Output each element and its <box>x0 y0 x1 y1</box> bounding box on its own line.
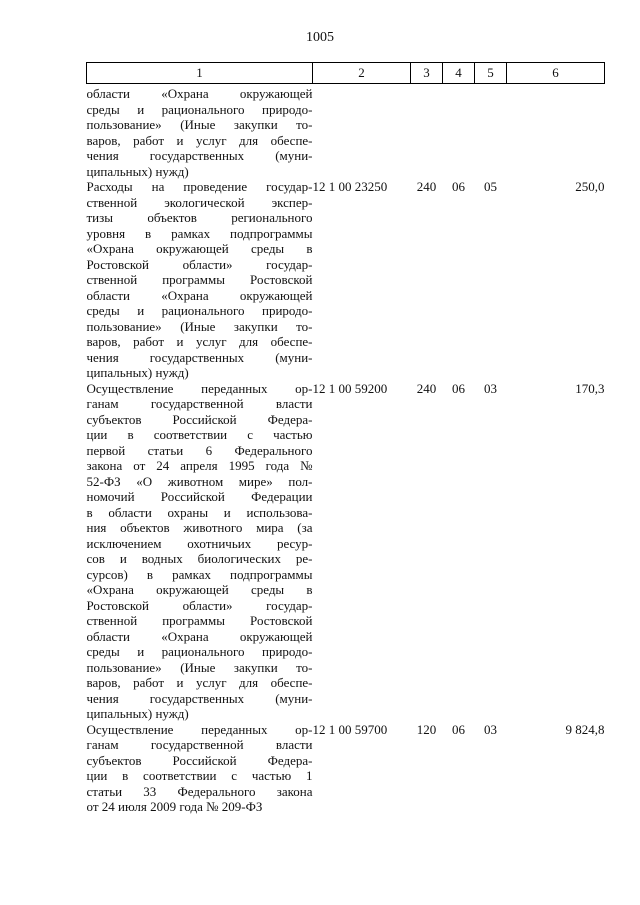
description-line: пользование» (Иные закупки то- <box>86 117 313 132</box>
column-header: 6 <box>507 63 605 84</box>
budget-code: 12 1 00 23250 <box>312 179 388 194</box>
row-description <box>87 381 313 722</box>
description-line: ции в соответствии с частью 1 <box>86 768 313 783</box>
description-line: среды и рационального природо- <box>86 303 313 318</box>
table-row <box>87 722 605 815</box>
description-line: закона от 24 апреля 1995 года № <box>86 458 313 473</box>
description-line: чения государственных (муни- <box>86 148 313 163</box>
description-line: ственной программы Ростовской <box>86 613 313 628</box>
description-line: ганам государственной власти <box>86 737 313 752</box>
column-header: 1 <box>87 63 313 84</box>
table-row <box>87 179 605 381</box>
budget-code: 12 1 00 59700 <box>312 721 388 737</box>
description-line: ственной экологической экспер- <box>86 194 313 210</box>
description-line: области «Охрана окружающей <box>86 287 313 303</box>
column-header: 2 <box>313 63 411 84</box>
description-line: пользование» (Иные закупки то- <box>86 318 313 334</box>
description-line: варов, работ и услуг для обеспе- <box>86 132 313 148</box>
description-line: 52-ФЗ «О животном мире» пол- <box>86 473 313 489</box>
expense-type <box>411 84 443 180</box>
description-line: ния объектов животного мира (за <box>86 520 313 535</box>
description-line: Осуществление переданных ор- <box>86 380 313 396</box>
description-line: чения государственных (муни- <box>86 690 313 706</box>
amount-value: 250,0 <box>575 179 605 194</box>
table-row <box>87 84 605 180</box>
description-line: тизы объектов регионального <box>86 210 313 225</box>
description-line: Ростовской области» государ- <box>86 597 313 613</box>
description-line: среды и рационального природо- <box>86 644 313 659</box>
column-header: 3 <box>411 63 443 84</box>
description-line: ципальных) нужд) <box>86 163 189 179</box>
row-description <box>87 722 313 815</box>
description-line: ципальных) нужд) <box>86 706 189 721</box>
description-line: субъектов Российской Федера- <box>86 752 313 768</box>
budget-table <box>86 62 605 815</box>
subsection-code: 03 <box>484 721 497 737</box>
description-line: Расходы на проведение государ- <box>86 179 313 194</box>
description-line: «Охрана окружающей среды в <box>86 582 313 597</box>
description-line: Осуществление переданных ор- <box>86 721 313 737</box>
section-code: 06 <box>452 721 465 737</box>
row-description <box>87 179 313 381</box>
description-line: области «Охрана окружающей <box>86 628 313 644</box>
description-line: в области охраны и использова- <box>86 504 313 520</box>
description-line: статьи 33 Федерального закона <box>86 783 313 799</box>
amount-value: 9 824,8 <box>565 721 605 737</box>
subsection-code: 05 <box>484 179 497 194</box>
description-line: ции в соответствии с частью <box>86 427 313 442</box>
section-code: 06 <box>452 380 465 396</box>
description-line: среды и рационального природо- <box>86 101 313 117</box>
description-line: сов и водных биологических ре- <box>86 551 313 566</box>
section-code: 06 <box>452 179 465 194</box>
description-line: ственной программы Ростовской <box>86 272 313 287</box>
page-number: 1005 <box>306 30 334 45</box>
description-line: уровня в рамках подпрограммы <box>86 225 313 241</box>
budget-code: 12 1 00 59200 <box>312 380 388 396</box>
amount-value <box>507 84 605 180</box>
description-line: от 24 июля 2009 года № 209-ФЗ <box>86 799 263 814</box>
description-line: ганам государственной власти <box>86 396 313 411</box>
expense-type: 120 <box>416 721 437 737</box>
expense-type: 240 <box>416 179 437 194</box>
table-row <box>87 381 605 722</box>
description-line: варов, работ и услуг для обеспе- <box>86 334 313 349</box>
description-line: варов, работ и услуг для обеспе- <box>86 675 313 690</box>
column-header: 5 <box>475 63 507 84</box>
description-line: ципальных) нужд) <box>86 365 189 380</box>
description-line: исключением охотничьих ресур- <box>86 535 313 551</box>
description-line: номочий Российской Федерации <box>86 489 313 504</box>
description-line: субъектов Российской Федера- <box>86 411 313 427</box>
section-code <box>443 84 475 180</box>
description-line: первой статьи 6 Федерального <box>86 442 313 458</box>
description-line: пользование» (Иные закупки то- <box>86 659 313 675</box>
subsection-code <box>475 84 507 180</box>
description-line: «Охрана окружающей среды в <box>86 241 313 256</box>
description-line: чения государственных (муни- <box>86 349 313 365</box>
amount-value: 170,3 <box>575 380 605 396</box>
expense-type: 240 <box>416 380 437 396</box>
column-number-header <box>87 63 605 84</box>
column-header: 4 <box>443 63 475 84</box>
description-line: области «Охрана окружающей <box>86 86 313 101</box>
subsection-code: 03 <box>484 380 497 396</box>
budget-code <box>313 84 411 180</box>
description-line: Ростовской области» государ- <box>86 256 313 272</box>
description-line: сурсов) в рамках подпрограммы <box>86 566 313 582</box>
row-description <box>87 84 313 180</box>
